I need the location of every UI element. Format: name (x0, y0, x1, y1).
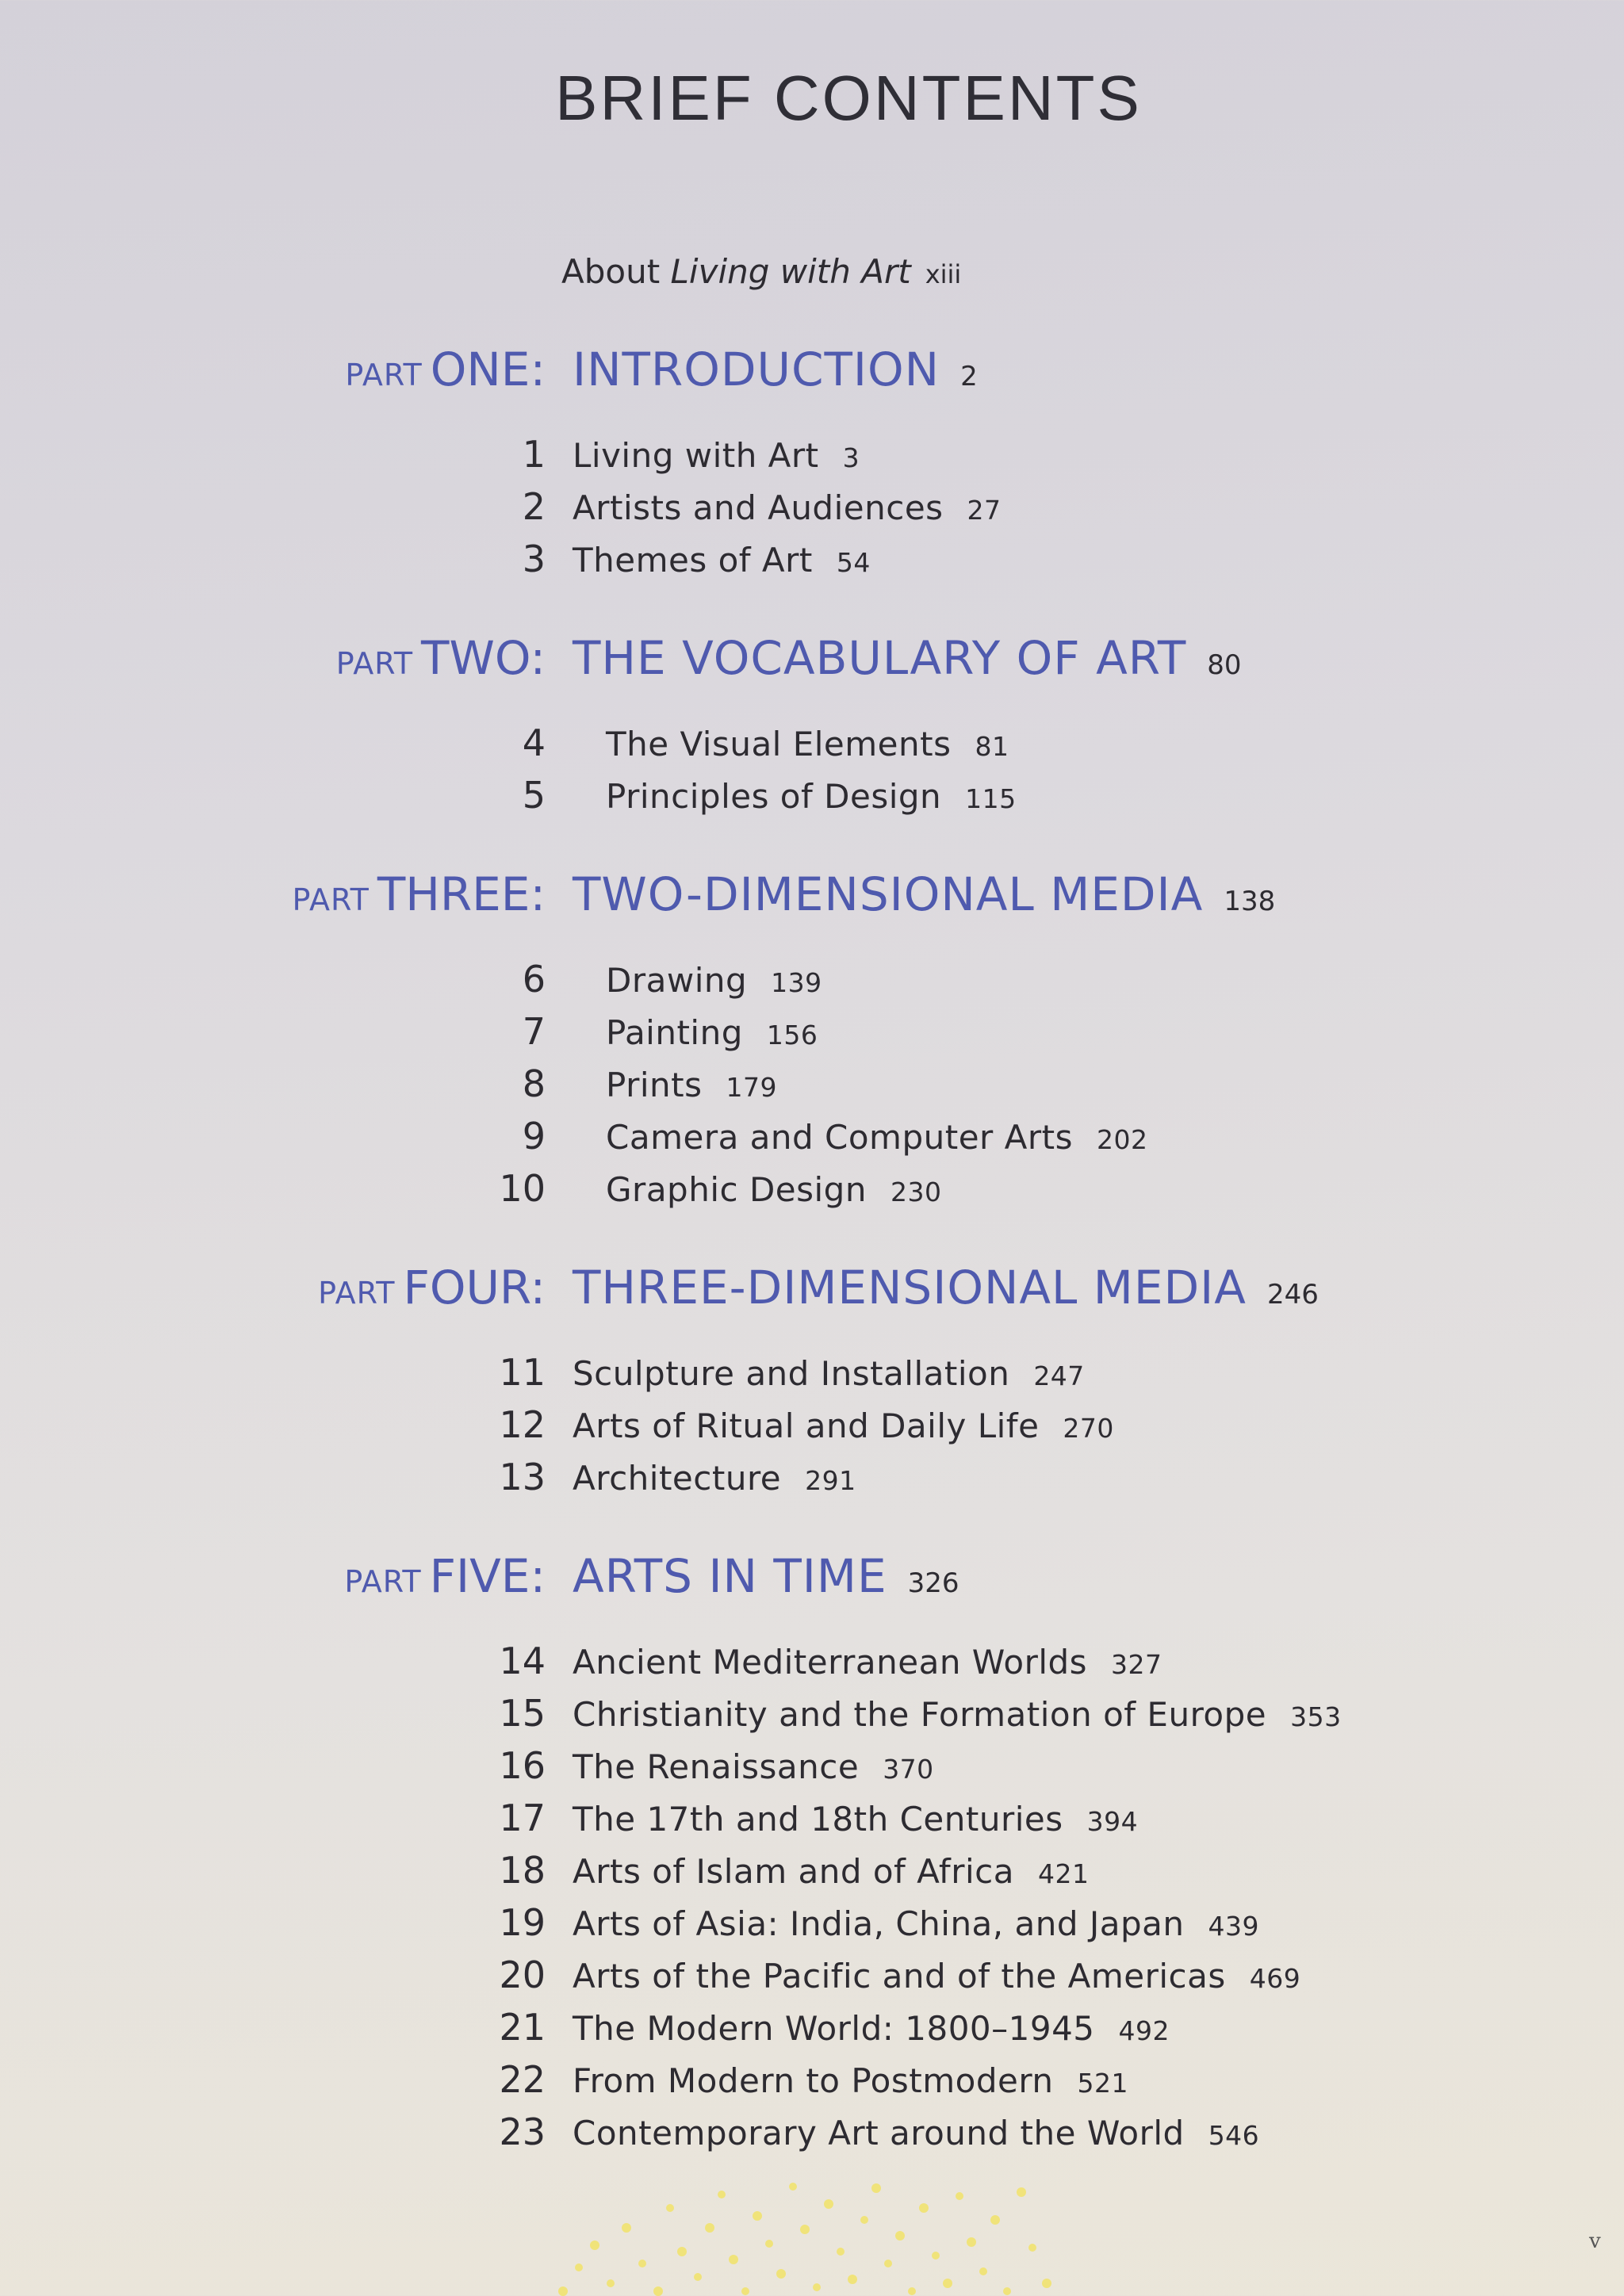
chapter-number: 6 (522, 958, 546, 1001)
chapter-number: 16 (499, 1744, 546, 1787)
chapter-entry[interactable] (573, 1852, 1089, 1891)
chapter-number: 15 (499, 1692, 546, 1735)
part-word: PART (344, 1564, 422, 1599)
chapter-page-number: 179 (726, 1072, 777, 1103)
chapter-page-number: 115 (965, 783, 1017, 814)
chapter-title: Arts of Ritual and Daily Life (573, 1406, 1040, 1445)
chapter-page-number: 139 (771, 967, 822, 998)
chapter-title: The Renaissance (573, 1747, 860, 1786)
chapter-page-number: 546 (1208, 2120, 1260, 2151)
chapter-page-number: 492 (1118, 2015, 1170, 2046)
chapter-title: Graphic Design (606, 1170, 867, 1209)
chapter-title: Drawing (606, 961, 748, 1000)
part-page-number: 246 (1266, 1279, 1319, 1311)
chapter-title: Prints (606, 1066, 703, 1104)
part-label-one (345, 342, 546, 396)
chapter-number: 9 (522, 1115, 546, 1158)
part-label-three (292, 867, 546, 921)
chapter-entry[interactable] (573, 1747, 934, 1786)
part-label-two (336, 631, 546, 685)
chapter-title: Sculpture and Installation (573, 1354, 1010, 1393)
part-title-four[interactable] (573, 1261, 1319, 1314)
chapter-title: Arts of Islam and of Africa (573, 1852, 1014, 1891)
part-title-text: THREE-DIMENSIONAL MEDIA (573, 1261, 1247, 1314)
chapter-entry[interactable] (573, 436, 860, 475)
part-page-number: 326 (907, 1567, 959, 1599)
chapter-page-number: 327 (1111, 1649, 1162, 1680)
chapter-entry[interactable] (573, 1354, 1085, 1393)
part-word: PART (318, 1276, 396, 1311)
chapter-entry[interactable] (573, 541, 871, 580)
chapter-entry[interactable] (573, 1459, 856, 1498)
chapter-page-number: 353 (1290, 1701, 1342, 1732)
chapter-title: The 17th and 18th Centuries (573, 1800, 1063, 1839)
page-folio: v (1589, 2229, 1601, 2253)
about-book-title: Living with Art (670, 252, 911, 291)
part-word: PART (345, 358, 423, 392)
chapter-page-number: 247 (1033, 1360, 1085, 1391)
chapter-title: Arts of Asia: India, China, and Japan (573, 1904, 1185, 1943)
about-prefix: About (561, 252, 671, 291)
part-label-five (344, 1549, 546, 1603)
chapter-entry[interactable] (573, 1643, 1162, 1682)
about-page-number: xiii (925, 259, 962, 289)
chapter-number: 21 (499, 2006, 546, 2049)
part-word: PART (335, 646, 414, 681)
chapter-title: Arts of the Pacific and of the Americas (573, 1957, 1226, 1996)
chapter-number: 17 (499, 1797, 546, 1839)
about-entry[interactable] (561, 252, 961, 291)
part-label-four (318, 1261, 546, 1314)
chapter-page-number: 81 (975, 731, 1009, 762)
chapter-entry[interactable] (606, 725, 1009, 763)
chapter-entry[interactable] (573, 2114, 1259, 2152)
chapter-entry[interactable] (606, 1066, 777, 1104)
chapter-title: Principles of Design (606, 777, 942, 816)
chapter-title: Contemporary Art around the World (573, 2114, 1185, 2152)
part-page-number: 80 (1207, 649, 1242, 681)
chapter-entry[interactable] (573, 1695, 1342, 1734)
chapter-page-number: 469 (1249, 1963, 1301, 1994)
chapter-number: 7 (522, 1010, 546, 1053)
chapter-number: 11 (499, 1351, 546, 1394)
chapter-number: 12 (499, 1403, 546, 1446)
chapter-page-number: 421 (1037, 1858, 1090, 1889)
chapter-entry[interactable] (573, 1957, 1300, 1996)
part-title-text: INTRODUCTION (573, 342, 940, 396)
part-title-one[interactable] (573, 342, 978, 396)
page-title: BRIEF CONTENTS (555, 63, 1142, 133)
part-number: THREE: (377, 867, 546, 921)
chapter-number: 18 (499, 1849, 546, 1892)
chapter-entry[interactable] (573, 488, 1002, 527)
part-title-text: THE VOCABULARY OF ART (573, 631, 1187, 685)
chapter-title: The Visual Elements (606, 725, 952, 763)
chapter-title: Themes of Art (573, 541, 813, 580)
chapter-page-number: 521 (1077, 2068, 1128, 2099)
chapter-title: Ancient Mediterranean Worlds (573, 1643, 1088, 1682)
chapter-entry[interactable] (573, 2009, 1170, 2048)
chapter-entry[interactable] (573, 2061, 1128, 2100)
chapter-number: 8 (522, 1062, 546, 1105)
chapter-title: Living with Art (573, 436, 819, 475)
chapter-page-number: 270 (1063, 1413, 1114, 1444)
chapter-page-number: 156 (766, 1020, 818, 1050)
chapter-number: 1 (522, 433, 546, 476)
decorative-dot-pattern (547, 2172, 1063, 2296)
part-number: ONE: (430, 342, 546, 396)
part-page-number: 138 (1224, 886, 1276, 917)
chapter-entry[interactable] (606, 961, 822, 1000)
chapter-page-number: 230 (890, 1177, 942, 1207)
chapter-page-number: 291 (805, 1465, 856, 1496)
chapter-page-number: 27 (967, 495, 1002, 526)
chapter-title: From Modern to Postmodern (573, 2061, 1054, 2100)
chapter-title: Artists and Audiences (573, 488, 944, 527)
chapter-number: 22 (499, 2058, 546, 2101)
chapter-title: Architecture (573, 1459, 782, 1498)
chapter-number: 19 (499, 1901, 546, 1944)
part-title-text: ARTS IN TIME (573, 1549, 887, 1603)
chapter-page-number: 202 (1097, 1124, 1148, 1155)
chapter-number: 2 (522, 485, 546, 528)
chapter-title: Christianity and the Formation of Europe (573, 1695, 1267, 1734)
chapter-page-number: 394 (1086, 1806, 1139, 1837)
chapter-title: Camera and Computer Arts (606, 1118, 1074, 1157)
chapter-number: 14 (499, 1640, 546, 1682)
chapter-entry[interactable] (606, 1013, 818, 1052)
chapter-number: 4 (522, 721, 546, 764)
chapter-number: 3 (522, 538, 546, 580)
part-word: PART (292, 882, 370, 917)
part-title-text: TWO-DIMENSIONAL MEDIA (573, 867, 1204, 921)
part-title-five[interactable] (573, 1549, 959, 1603)
chapter-number: 10 (499, 1167, 546, 1210)
chapter-number: 20 (499, 1954, 546, 1996)
chapter-entry[interactable] (606, 777, 1017, 816)
chapter-page-number: 370 (883, 1754, 934, 1785)
chapter-entry[interactable] (573, 1406, 1114, 1445)
chapter-number: 23 (499, 2110, 546, 2153)
chapter-entry[interactable] (606, 1170, 941, 1209)
chapter-page-number: 439 (1208, 1911, 1260, 1942)
chapter-entry[interactable] (606, 1118, 1148, 1157)
chapter-page-number: 3 (842, 442, 860, 473)
part-page-number: 2 (960, 361, 978, 392)
part-title-three[interactable] (573, 867, 1275, 921)
chapter-title: Painting (606, 1013, 743, 1052)
part-number: FIVE: (429, 1549, 546, 1603)
chapter-entry[interactable] (573, 1800, 1138, 1839)
chapter-title: The Modern World: 1800–1945 (573, 2009, 1095, 2048)
chapter-page-number: 54 (836, 547, 871, 578)
chapter-entry[interactable] (573, 1904, 1259, 1943)
part-number: FOUR: (403, 1261, 546, 1314)
chapter-number: 13 (499, 1456, 546, 1498)
part-number: TWO: (421, 631, 546, 685)
chapter-number: 5 (522, 774, 546, 817)
part-title-two[interactable] (573, 631, 1242, 685)
